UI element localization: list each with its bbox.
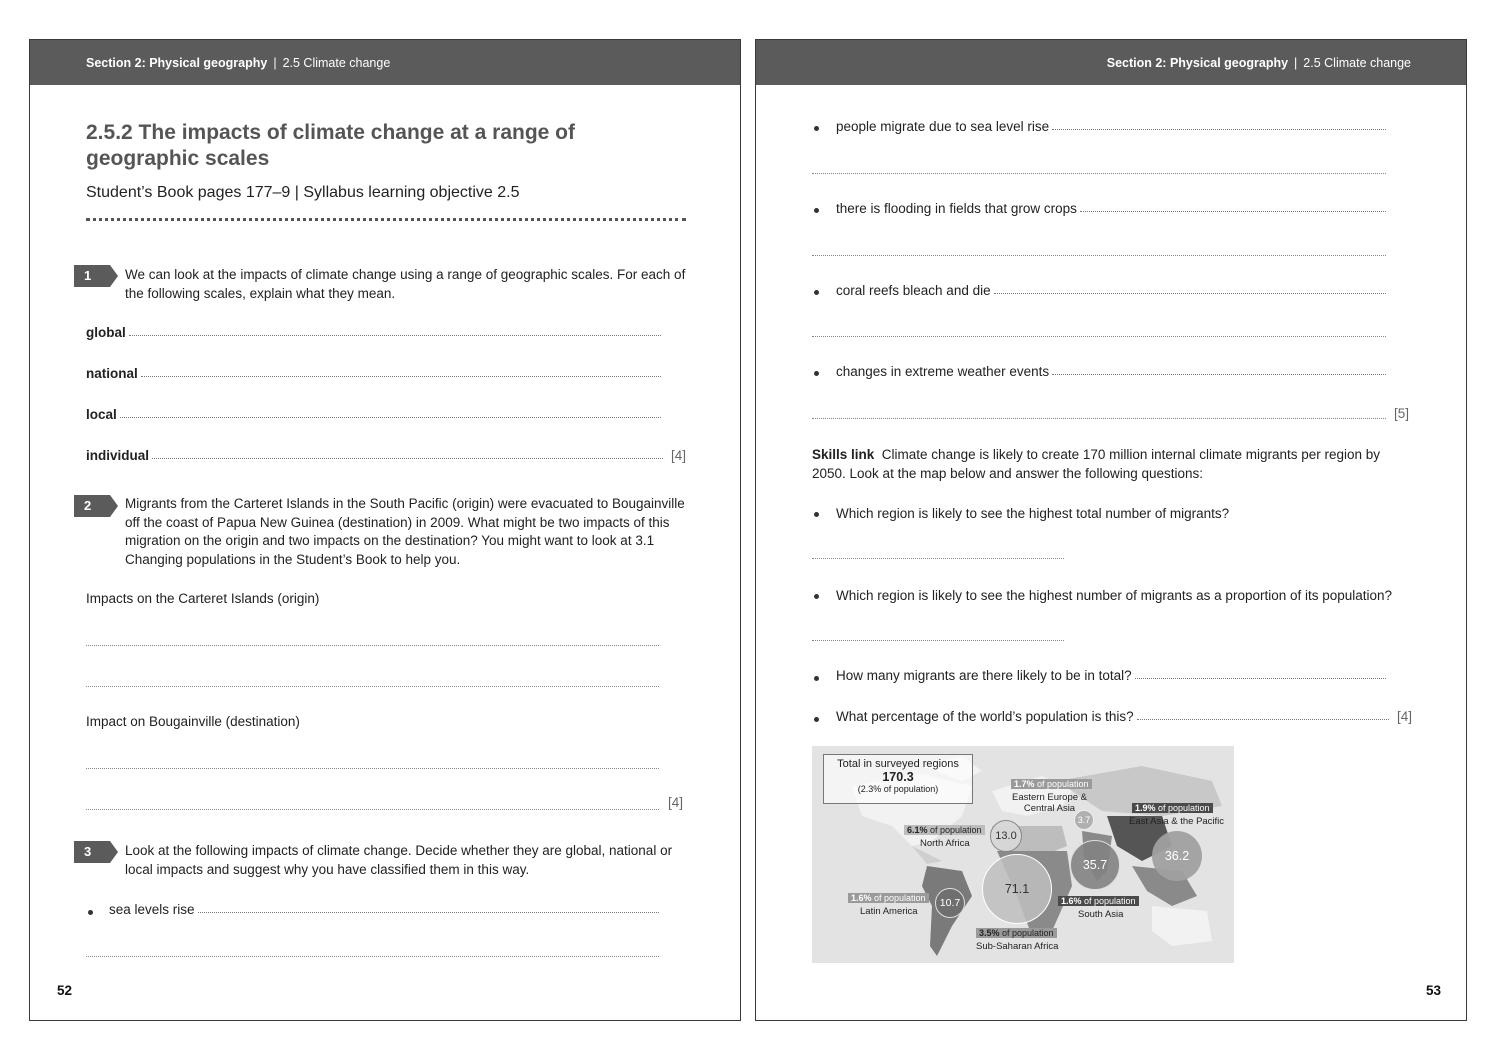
region-label: Latin America [860,906,918,917]
answer-line[interactable] [1052,128,1386,130]
skills-answer-row[interactable] [836,709,1412,724]
total-label: Total in surveyed regions [837,758,959,770]
region-label: Sub-Saharan Africa [976,941,1059,952]
bullet-dot [88,910,93,915]
pct-value: 1.9% [1135,803,1156,813]
answer-row-national[interactable] [86,366,661,381]
answer-line[interactable] [1135,677,1386,679]
question-line: Migrants from the Carteret Islands in the South Pacific (origin) were evacuated to Bougainville [125,496,685,511]
question-line: off the coast of Papua New Guinea (destination) in 2009. What might be two impacts of this [125,514,670,530]
header-divider: | [1294,56,1298,70]
pct-text: of population [1034,779,1089,789]
pct-tag [904,825,985,835]
bubble-east-asia-pacific: 36.2 [1152,831,1202,881]
pct-tag [1011,779,1092,789]
australia-shape [1152,906,1212,946]
impact-label: there is flooding in fields that grow crops [836,201,1077,216]
impact-label: people migrate due to sea level rise [836,119,1050,134]
origin-label: Impacts on the Carteret Islands (origin) [86,591,320,606]
answer-line[interactable] [86,956,659,957]
question-text [125,495,705,569]
region-label-line: Eastern Europe & [1012,792,1087,803]
skills-question: Which region is likely to see the highest total number of migrants? [836,506,1230,521]
bubble-eastern-europe-central-asia: 3.7 [1074,810,1094,830]
answer-line[interactable] [812,418,1386,419]
answer-line[interactable] [812,173,1386,174]
answer-line[interactable] [812,336,1386,337]
answer-line[interactable] [152,457,663,459]
answer-row-local[interactable] [86,407,661,422]
region-label [1012,792,1087,814]
title-line: geographic scales [86,147,270,170]
answer-line[interactable] [1137,718,1389,720]
bubble-sub-saharan-africa: 71.1 [982,854,1052,924]
dotted-separator [86,218,686,221]
impact-row[interactable] [109,902,659,917]
bubble-latin-america: 10.7 [935,888,965,918]
answer-line[interactable] [812,255,1386,256]
scale-label: local [86,407,117,422]
pct-tag [848,893,929,903]
pct-value: 3.5% [979,928,1000,938]
question-line: We can look at the impacts of climate change using a range of geographic scales. For each of [125,267,686,282]
lesson-subtitle: Student’s Book pages 177–9 | Syllabus learning objective 2.5 [86,184,520,201]
pct-value: 6.1% [907,825,928,835]
question-badge [74,841,118,863]
marks-label: [4] [670,448,686,463]
skills-line: 2050. Look at the map below and answer the following questions: [812,465,1204,481]
scale-label: individual [86,448,150,463]
page-number: 53 [1425,983,1441,998]
skills-line: Climate change is likely to create 170 million internal climate migrants per region by [881,447,1381,462]
question-line: the following scales, explain what they mean. [125,285,396,301]
answer-line[interactable] [812,640,1064,641]
right-page [755,39,1467,1021]
question-badge [74,495,118,517]
header-section: Section 2: Physical geography [86,56,268,70]
total-percent: (2.3% of population) [857,784,939,794]
marks-label: [4] [668,795,684,810]
header-topic: 2.5 Climate change [1303,56,1411,70]
answer-line[interactable] [86,686,659,687]
bullet-dot [814,290,819,295]
scale-label: national [86,366,138,381]
pct-value: 1.7% [1014,779,1035,789]
answer-line[interactable] [1080,210,1386,212]
marks-label: [4] [1396,709,1412,724]
scale-label: global [86,325,126,340]
pct-tag [1058,896,1139,906]
pct-text: of population [1155,803,1210,813]
pct-text: of population [999,928,1054,938]
destination-label: Impact on Bougainville (destination) [86,714,300,729]
skills-answer-row[interactable] [836,668,1386,683]
question-line: local impacts and suggest why you have classified them in this way. [125,861,530,877]
total-value: 170.3 [882,770,914,784]
pct-tag [976,928,1057,938]
impact-row[interactable] [836,283,1386,298]
header-section: Section 2: Physical geography [1106,56,1289,70]
question-badge [74,265,118,287]
question-number: 3 [84,844,92,859]
bullet-dot [814,208,819,213]
question-number: 2 [84,498,92,513]
answer-line[interactable] [86,768,659,769]
region-label-line: Central Asia [1023,803,1076,814]
bullet-dot [814,676,819,681]
answer-line[interactable] [141,375,661,377]
bullet-dot [814,126,819,131]
pct-text: of population [1081,896,1136,906]
bullet-dot [814,717,819,722]
question-line: migration on the origin and two impacts on the destination? You might want to look at 3.1 [125,533,655,548]
bubble-north-africa: 13.0 [990,820,1022,852]
bullet-dot [814,371,819,376]
lesson-title [86,120,575,172]
title-line: 2.5.2 The impacts of climate change at a range of [86,121,575,144]
impact-label: coral reefs bleach and die [836,283,991,298]
question-line: Changing populations in the Student’s Book to help you. [125,551,461,567]
answer-line[interactable] [86,645,659,646]
bubble-south-asia: 35.7 [1070,840,1120,890]
question-text [125,266,695,303]
impact-row[interactable] [836,201,1386,216]
climate-migrants-map [812,746,1234,963]
answer-row-individual[interactable] [86,448,686,463]
pct-text: of population [871,893,926,903]
skills-question: How many migrants are there likely to be in total? [836,668,1132,683]
region-label: East Asia & the Pacific [1129,816,1225,827]
pct-value: 1.6% [1061,896,1082,906]
bullet-dot [814,512,819,517]
region-label: North Africa [920,838,970,849]
skills-question: Which region is likely to see the highest number of migrants as a proportion of its population? [836,588,1393,603]
left-page [29,39,741,1021]
answer-line[interactable] [198,911,659,913]
impact-label: changes in extreme weather events [836,364,1050,379]
answer-line[interactable] [86,809,659,810]
marks-label: [5] [1394,406,1410,421]
pct-value: 1.6% [851,893,872,903]
answer-line[interactable] [129,334,661,336]
region-label: South Asia [1078,909,1124,920]
page-number: 52 [57,983,73,998]
question-text [125,842,705,879]
question-number: 1 [84,268,92,283]
impact-row[interactable] [836,119,1386,134]
page-header [30,40,740,85]
skills-question: What percentage of the world’s population is this? [836,709,1134,724]
page-header [756,40,1466,85]
pct-tag [1132,803,1213,813]
impact-row[interactable] [836,364,1386,379]
answer-line[interactable] [120,416,661,418]
total-box [823,754,973,804]
skills-link-intro [812,446,1412,483]
question-line: Look at the following impacts of climate change. Decide whether they are global, national or [125,843,673,858]
answer-row-global[interactable] [86,325,661,340]
skills-link-label: Skills link [812,447,875,462]
header-topic: 2.5 Climate change [282,56,391,70]
answer-line[interactable] [1052,373,1386,375]
answer-line[interactable] [812,558,1064,559]
answer-line[interactable] [994,292,1386,294]
header-divider: | [273,56,277,70]
bullet-dot [814,594,819,599]
impact-label: sea levels rise [109,902,195,917]
pct-text: of population [927,825,982,835]
